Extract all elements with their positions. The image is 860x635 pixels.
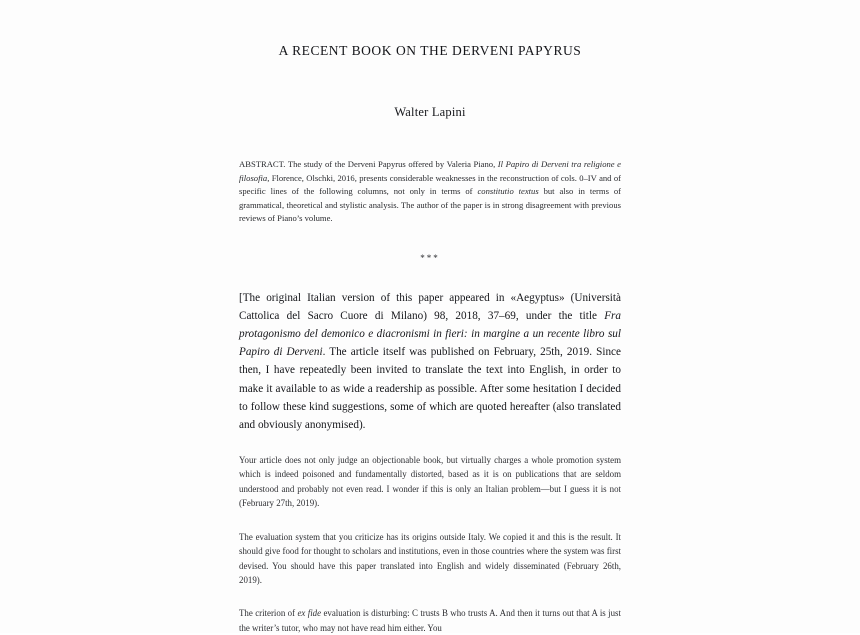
quote-paragraph: Your article does not only judge an objectionable book, but virtually charges a whole promotion system which is indeed poisoned and fundamentally distorted, based as it is on publications that are seldom understood and probably not even read. I wonder if this is only an Italian problem—but I guess it is not (February 27th, 2019). bbox=[239, 455, 621, 509]
abstract-paragraph bbox=[239, 158, 621, 226]
intro-italic-title: Fra protagonismo del demonico e diacronismi in fieri: in margine a un recente libro sul Papiro di Derveni bbox=[239, 310, 621, 359]
abstract-text-2: , Florence, Olschki, 2016, presents considerable weaknesses in the reconstruction of cols. 0–IV and of specific lines of the following columns, not only in terms of bbox=[239, 172, 621, 197]
quote-paragraph: The evaluation system that you criticize has its origins outside Italy. We copied it and this is the result. It should give food for thought to scholars and institutions, even in those countries where the system was first devised. You should have this paper translated into English and widely disseminated (February 26th, 2019). bbox=[239, 531, 621, 585]
abstract-italic-title: Il Papiro di Derveni tra religione e filosofia bbox=[239, 159, 621, 183]
abstract-text-3: but also in terms of grammatical, theoretical and stylistic analysis. The author of the paper is in strong disagreement with previous reviews of Piano’s volume. bbox=[239, 186, 621, 224]
section-divider: *** bbox=[420, 252, 440, 263]
abstract-text-1: The study of the Derveni Papyrus offered by Valeria Piano, bbox=[285, 159, 498, 169]
abstract-label: ABSTRACT. bbox=[239, 159, 286, 169]
intro-text-1: [The original Italian version of this paper appeared in «Aegyptus» (Università Cattolica del Sacro Cuore di Milano) 98, 2018, 37–69, under the title bbox=[239, 291, 621, 323]
page-title: A RECENT BOOK ON THE DERVENI PAPYRUS bbox=[278, 43, 582, 58]
document-content bbox=[239, 43, 621, 635]
quote-text-2: evaluation is disturbing: C trusts B who trusts A. And then it turns out that A is just the writer’s tutor, who may not have read him either. You bbox=[239, 608, 621, 633]
quote-paragraph bbox=[239, 606, 621, 635]
intro-text-2: . The article itself was published on February, 25th, 2019. Since then, I have repeatedly been invited to translate the text into English, in order to make it available to as wide a readership as possible. After some hesitation I decided to follow these kind suggestions, some of which are quoted hereafter (also translated and obviously anonymised). bbox=[239, 346, 621, 431]
intro-paragraph bbox=[239, 289, 621, 434]
abstract-italic-term: constitutio textus bbox=[477, 186, 539, 197]
quote-italic-term: ex fide bbox=[297, 608, 322, 619]
quote-text-1: The criterion of bbox=[239, 608, 298, 619]
author-name: Walter Lapini bbox=[394, 105, 466, 119]
